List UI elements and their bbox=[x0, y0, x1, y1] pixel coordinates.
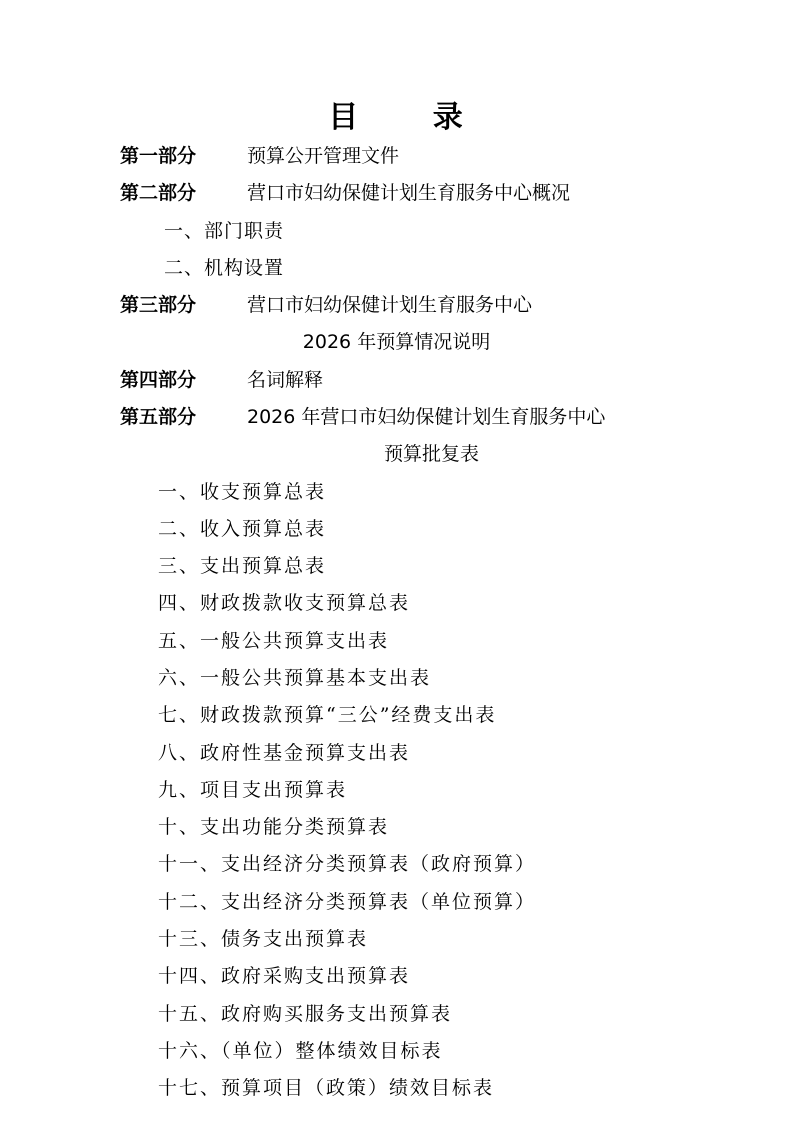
page-title: 目 录 bbox=[328, 100, 465, 135]
toc-table-item: 十四、政府采购支出预算表 bbox=[158, 965, 411, 987]
part-label: 第五部分 bbox=[120, 406, 197, 428]
toc-table-item: 十、支出功能分类预算表 bbox=[158, 816, 390, 838]
toc-table-item: 七、财政拨款预算“三公”经费支出表 bbox=[158, 704, 497, 726]
toc-table-item: 十七、预算项目（政策）绩效目标表 bbox=[158, 1077, 495, 1099]
part-title: 营口市妇幼保健计划生育服务中心概况 bbox=[247, 182, 571, 204]
toc-table-item: 二、收入预算总表 bbox=[158, 518, 327, 540]
toc-table-item: 十六、（单位）整体绩效目标表 bbox=[158, 1040, 443, 1062]
toc-table-item: 六、一般公共预算基本支出表 bbox=[158, 667, 432, 689]
part-title: 2026 年营口市妇幼保健计划生育服务中心 bbox=[247, 406, 606, 428]
part-label: 第四部分 bbox=[120, 369, 197, 391]
part-label: 第二部分 bbox=[120, 182, 197, 204]
toc-table-item: 十二、支出经济分类预算表（单位预算） bbox=[158, 891, 537, 913]
toc-subitem: 一、部门职责 bbox=[164, 220, 285, 242]
part-title: 预算公开管理文件 bbox=[247, 145, 400, 167]
toc-table-item: 一、收支预算总表 bbox=[158, 481, 327, 503]
part-title-continued: 预算批复表 bbox=[383, 443, 479, 465]
toc-table-item: 四、财政拨款收支预算总表 bbox=[158, 592, 411, 614]
toc-table-item: 九、项目支出预算表 bbox=[158, 779, 348, 801]
toc-table-item: 十一、支出经济分类预算表（政府预算） bbox=[158, 853, 537, 875]
part-label: 第一部分 bbox=[120, 145, 197, 167]
part-title: 营口市妇幼保健计划生育服务中心 bbox=[247, 294, 533, 316]
toc-table-item: 八、政府性基金预算支出表 bbox=[158, 742, 411, 764]
toc-subitem: 二、机构设置 bbox=[164, 257, 285, 279]
toc-table-item: 十三、债务支出预算表 bbox=[158, 928, 369, 950]
part-title: 名词解释 bbox=[247, 369, 324, 391]
toc-table-item: 五、一般公共预算支出表 bbox=[158, 630, 390, 652]
part-label: 第三部分 bbox=[120, 294, 197, 316]
toc-table-item: 三、支出预算总表 bbox=[158, 555, 327, 577]
part-title-continued: 2026 年预算情况说明 bbox=[302, 331, 491, 353]
toc-table-item: 十五、政府购买服务支出预算表 bbox=[158, 1003, 453, 1025]
